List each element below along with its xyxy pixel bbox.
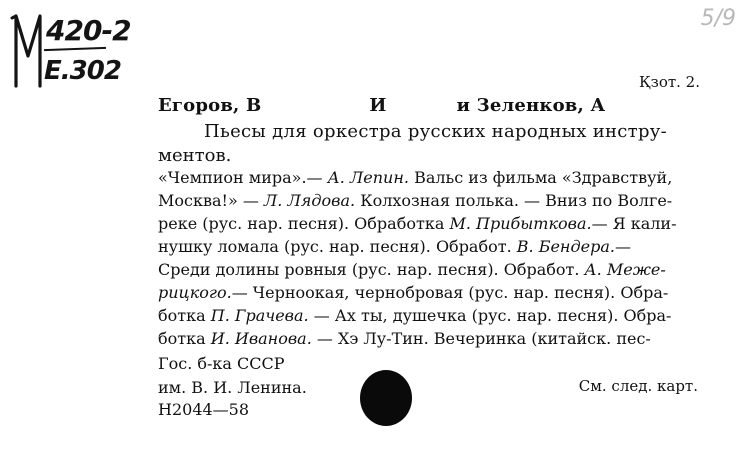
- corner-pencil-note: 5/9: [700, 6, 736, 31]
- shelf-mark-underline: [44, 47, 106, 51]
- title-line-1: Пьесы для оркестра русских народных инстру-: [204, 121, 668, 142]
- library-name-line-2: им. В. И. Ленина.: [158, 378, 307, 397]
- contents-line: реке (рус. нар. песня). Обработка М. Прибыткова.— Я кали-: [158, 214, 677, 233]
- contents-line: ботка П. Грачева. — Ах ты, душечка (рус. нар. песня). Обра-: [158, 306, 672, 325]
- title-line-2: ментов.: [158, 145, 232, 166]
- shelf-mark-line-2: Е.302: [44, 56, 121, 86]
- inventory-number: Н2044—58: [158, 400, 250, 419]
- shelf-mark-line-1: 420-2: [46, 14, 131, 47]
- punch-hole: [360, 370, 412, 426]
- shelf-letter-m: [10, 10, 46, 90]
- continued-note: См. след. карт.: [578, 377, 698, 395]
- library-name-line-1: Гос. б-ка СССР: [158, 354, 285, 373]
- author-middle-initial: И: [369, 95, 387, 116]
- contents-line: Среди долины ровныя (рус. нар. песня). Обработ. А. Меже-: [158, 260, 666, 279]
- contents-line: Москва!» — Л. Лядова. Колхозная полька. — Вниз по Волге-: [158, 191, 673, 210]
- copy-count: Қзот. 2.: [639, 73, 700, 91]
- contents-line: «Чемпион мира».— А. Лепин. Вальс из фильма «Здравствуй,: [158, 168, 673, 187]
- author-primary: Егоров, В: [158, 95, 262, 116]
- author-coauthor: и Зеленков, А: [456, 95, 606, 116]
- contents-line: нушку ломала (рус. нар. песня). Обработ. В. Бендера.—: [158, 237, 631, 256]
- contents-line: ботка И. Иванова. — Хэ Лу-Тин. Вечеринка (китайск. пес-: [158, 329, 651, 348]
- contents-line: рицкого.— Черноокая, чернобровая (рус. нар. песня). Обра-: [158, 283, 669, 302]
- author-heading: [158, 96, 605, 116]
